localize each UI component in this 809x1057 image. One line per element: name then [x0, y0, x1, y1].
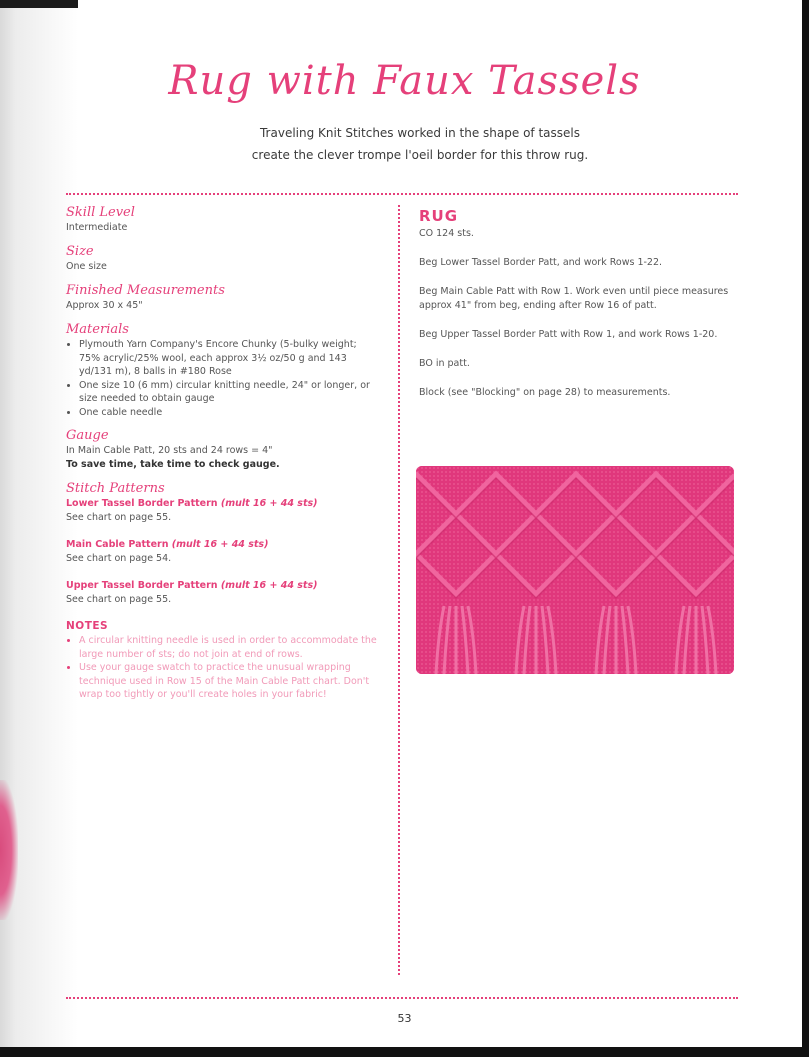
pattern-entry	[66, 497, 378, 525]
intro-line: create the clever trompe l'oeil border for this throw rug.	[251, 148, 589, 162]
list-item: • One size 10 (6 mm) circular knitting needle, 24" or longer, or size needed to obtain gauge	[79, 379, 378, 406]
instruction-paragraph: BO in patt.	[419, 358, 470, 369]
instruction-paragraph: Beg Upper Tassel Border Patt with Row 1, and work Rows 1-20.	[419, 329, 718, 340]
stitch-patterns-heading: Stitch Patterns	[66, 481, 165, 496]
finished-measurements-value: Approx 30 x 45"	[66, 300, 143, 311]
cable-pattern-illustration	[416, 466, 734, 674]
pattern-multiple: (mult 16 + 44 sts)	[171, 539, 269, 550]
size-heading: Size	[66, 244, 94, 259]
instruction-paragraph: Beg Main Cable Patt with Row 1. Work even until piece measures approx 41" from beg, ending after Row 16 of patt.	[419, 286, 729, 311]
notes-heading: NOTES	[66, 620, 109, 632]
pattern-name: Main Cable Pattern	[66, 539, 169, 550]
finished-measurements-heading: Finished Measurements	[66, 283, 225, 298]
rug-heading: RUG	[419, 207, 459, 225]
pattern-multiple: (mult 16 + 44 sts)	[220, 498, 318, 509]
skill-level-heading: Skill Level	[66, 205, 135, 220]
page-title: Rug with Faux Tassels	[168, 58, 641, 104]
size-value: One size	[66, 261, 107, 272]
top-dotted-divider	[66, 193, 738, 195]
list-item: • Plymouth Yarn Company's Encore Chunky (5-bulky weight; 75% acrylic/25% wool, each approx 3½ oz/50 g and 143 yd/131 m), 8 balls in #180 Rose	[79, 338, 378, 379]
finished-measurements-section	[66, 283, 378, 313]
pattern-name: Upper Tassel Border Pattern	[66, 580, 218, 591]
bottom-dotted-divider	[66, 997, 738, 999]
right-column	[419, 207, 737, 415]
pattern-chart-ref: See chart on page 55.	[66, 594, 172, 605]
instruction-paragraph: CO 124 sts.	[419, 228, 474, 239]
page-bottom-edge	[0, 1047, 809, 1057]
pattern-multiple: (mult 16 + 44 sts)	[220, 580, 318, 591]
knit-swatch-photo	[416, 466, 734, 674]
gauge-value: In Main Cable Patt, 20 sts and 24 rows = 4"	[66, 445, 273, 456]
adjacent-page-yarn	[0, 780, 18, 920]
size-section	[66, 244, 378, 274]
list-item: • One cable needle	[79, 406, 378, 420]
page-top-edge	[0, 0, 78, 8]
left-column	[66, 205, 378, 702]
notes-list	[66, 634, 378, 702]
skill-level-section	[66, 205, 378, 235]
pattern-name: Lower Tassel Border Pattern	[66, 498, 218, 509]
gauge-heading: Gauge	[66, 428, 109, 443]
intro-line: Traveling Knit Stitches worked in the shape of tassels	[259, 126, 580, 140]
list-item: • Use your gauge swatch to practice the unusual wrapping technique used in Row 15 of the Main Cable Patt chart. Don't wrap too tightly or you'll create holes in your fabric!	[79, 661, 378, 702]
materials-list	[66, 338, 378, 419]
materials-section	[66, 322, 378, 419]
notes-section	[66, 620, 378, 702]
instruction-paragraph: Block (see "Blocking" on page 28) to measurements.	[419, 387, 671, 398]
gauge-section	[66, 428, 378, 472]
page-right-edge	[802, 0, 809, 1057]
intro-text	[130, 122, 710, 166]
pattern-entry	[66, 538, 378, 566]
gauge-note: To save time, take time to check gauge.	[66, 459, 280, 470]
column-dotted-divider	[398, 205, 400, 975]
list-item: • A circular knitting needle is used in order to accommodate the large number of sts; do not join at end of rows.	[79, 634, 378, 661]
skill-level-value: Intermediate	[66, 222, 128, 233]
page-number: 53	[397, 1012, 412, 1025]
instruction-paragraph: Beg Lower Tassel Border Patt, and work Rows 1-22.	[419, 257, 663, 268]
pattern-chart-ref: See chart on page 55.	[66, 512, 172, 523]
materials-heading: Materials	[66, 322, 129, 337]
pattern-chart-ref: See chart on page 54.	[66, 553, 172, 564]
pattern-entry	[66, 579, 378, 607]
stitch-patterns-section	[66, 481, 378, 607]
